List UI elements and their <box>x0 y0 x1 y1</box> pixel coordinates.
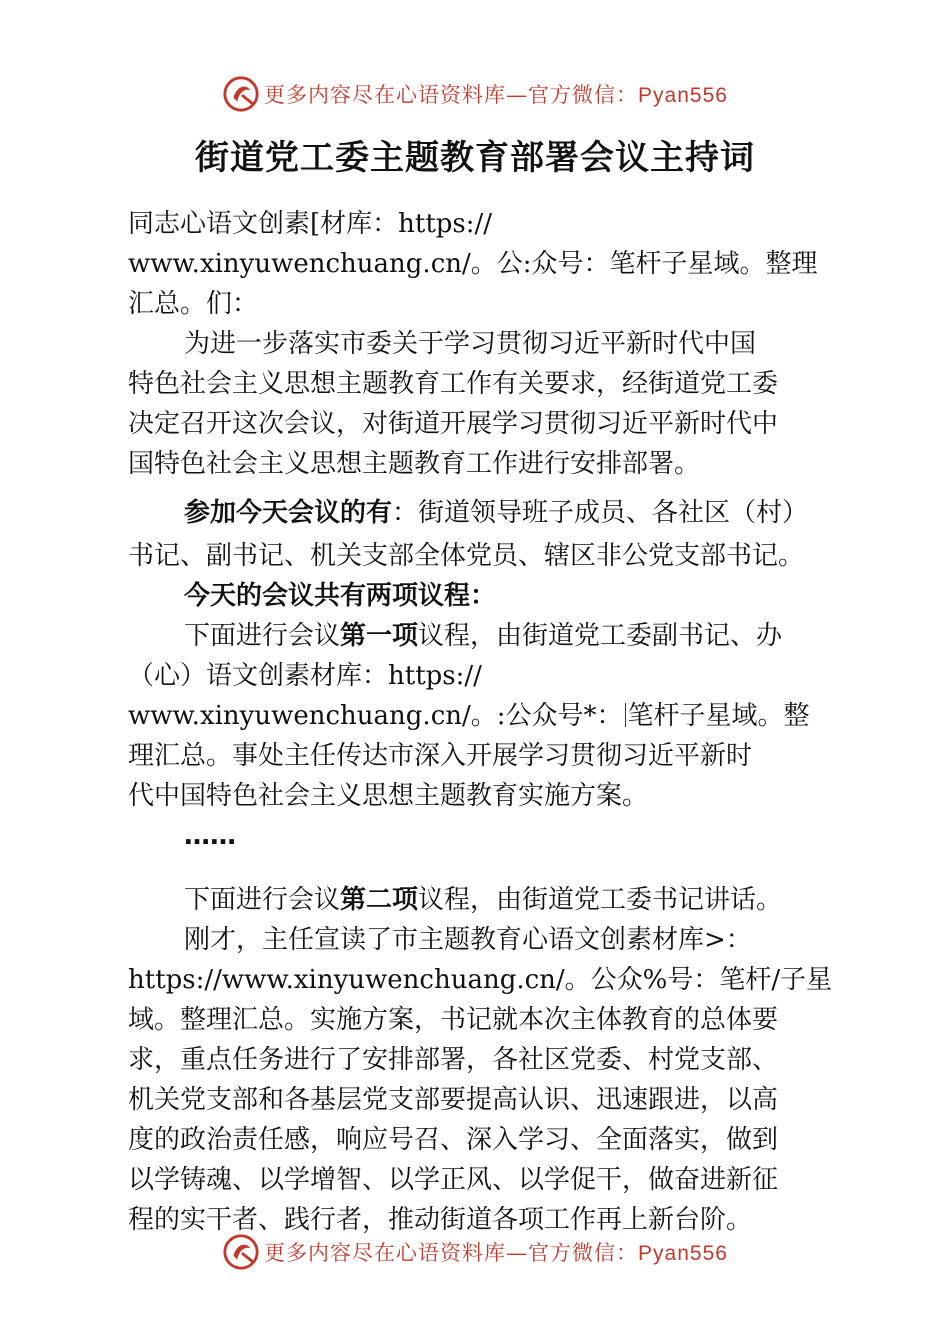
footer-banner <box>0 1230 950 1274</box>
document-body <box>128 204 848 1240</box>
paragraph-line: 为进一步落实市委关于学习贯彻习近平新时代中国 <box>184 329 757 359</box>
closing-line: 以学铸魂、以学增智、以学正风、以学促干，做奋进新征 <box>128 1165 779 1195</box>
banner-text: 更多内容尽在心语资料库—官方微信：Pyan556 <box>264 1241 728 1265</box>
closing-line: 度的政治责任感，响应号召、深入学习、全面落实，做到 <box>128 1125 779 1155</box>
header-banner <box>0 72 950 116</box>
brand-logo-icon <box>222 1233 260 1271</box>
spacer <box>128 856 848 880</box>
brand-logo-icon <box>222 75 260 113</box>
closing-line: 机关党支部和各基层党支部要提高认识、迅速跟进，以高 <box>128 1085 779 1115</box>
body-line: www.xinyuwenchuang.cn/。公:众号：笔杆子星域。整理 <box>128 249 818 279</box>
agenda-item-2: 下面进行会议第二项议程，由街道党工委书记讲话。 <box>184 885 783 915</box>
closing-line: 域。整理汇总。实施方案，书记就本次主体教育的总体要 <box>128 1005 779 1035</box>
agenda-heading: 今天的会议共有两项议程： <box>184 581 497 611</box>
paragraph-line: 决定召开这次会议，对街道开展学习贯彻习近平新时代中 <box>128 409 779 439</box>
text-cursor <box>625 703 626 727</box>
closing-line: https://www.xinyuwenchuang.cn/。公众%号：笔杆/子星 <box>128 965 833 995</box>
body-line: 同志心语文创素[材库：https:// <box>128 209 493 239</box>
body-line: 汇总。们： <box>128 289 259 319</box>
attendees-line-2: 书记、副书记、机关支部全体党员、辖区非公党支部书记。 <box>128 541 805 571</box>
ellipsis: …… <box>184 821 236 851</box>
agenda-item-1-line: （心）语文创素材库：https:// <box>128 661 482 691</box>
agenda-item-1-line: 代中国特色社会主义思想主题教育实施方案。 <box>128 781 649 811</box>
closing-line: 程的实干者、践行者，推动街道各项工作再上新台阶。 <box>128 1205 753 1235</box>
banner-text: 更多内容尽在心语资料库—官方微信：Pyan556 <box>264 83 728 107</box>
paragraph-line: 特色社会主义思想主题教育工作有关要求，经街道党工委 <box>128 369 779 399</box>
closing-line: 求，重点任务进行了安排部署，各社区党委、村党支部、 <box>128 1045 779 1075</box>
paragraph-line: 国特色社会主义思想主题教育工作进行安排部署。 <box>128 449 701 479</box>
closing-line: 刚才，主任宣读了市主题教育心语文创素材库>： <box>184 925 752 955</box>
agenda-item-1-line: www.xinyuwenchuang.cn/。:公众号*： 笔杆子星域。整 <box>128 701 810 731</box>
agenda-item-1-line: 理汇总。事处主任传达市深入开展学习贯彻习近平新时 <box>128 741 753 771</box>
attendees-line: 参加今天会议的有：街道领导班子成员、各社区（村） <box>184 498 809 528</box>
document-title: 街道党工委主题教育部署会议主持词 <box>195 138 755 178</box>
agenda-item-1: 下面进行会议第一项议程，由街道党工委副书记、办 <box>184 621 783 651</box>
